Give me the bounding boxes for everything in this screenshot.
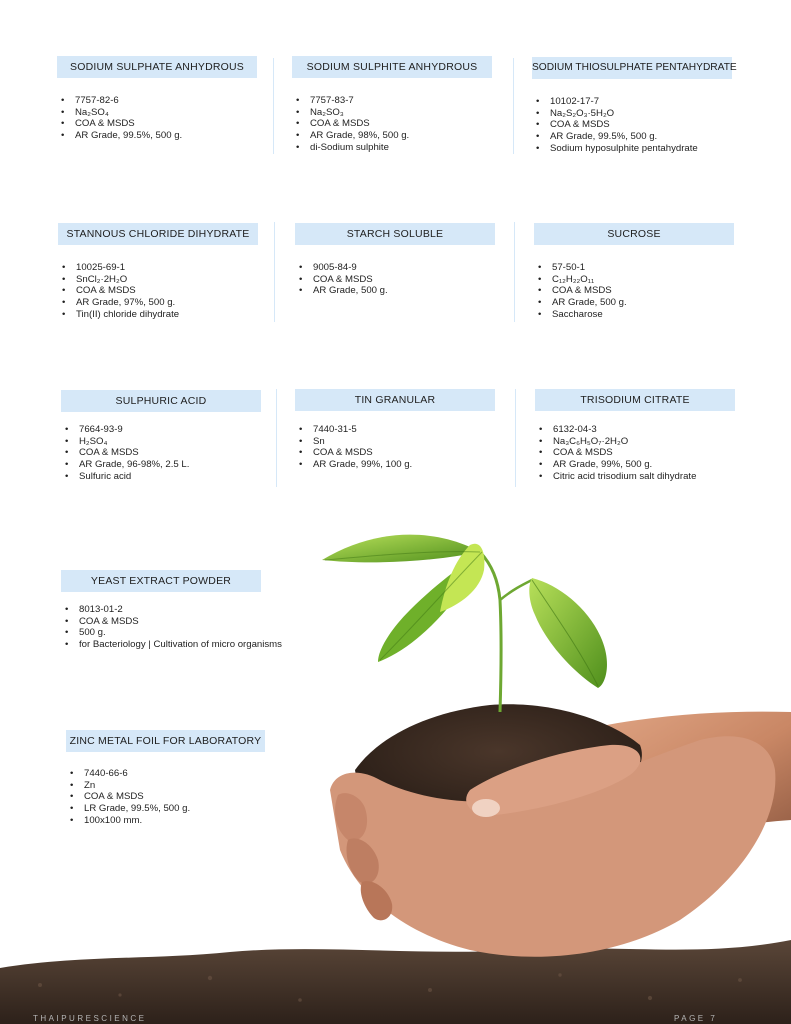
synonym: • Sodium hyposulphite pentahydrate xyxy=(550,143,732,155)
product-details xyxy=(295,424,495,471)
documents: • COA & MSDS xyxy=(313,274,495,286)
product-details xyxy=(61,604,282,651)
product-details xyxy=(535,424,735,483)
synonym: • Sulfuric acid xyxy=(79,471,261,483)
product-card-zinc-metal-foil xyxy=(66,730,265,827)
synonym: • Saccharose xyxy=(552,309,734,321)
documents: • COA & MSDS xyxy=(75,118,257,130)
column-divider xyxy=(274,222,275,322)
product-card-sulphuric-acid xyxy=(61,390,261,483)
footer-page-number: PAGE 7 xyxy=(674,1014,718,1023)
product-title: SODIUM SULPHITE ANHYDROUS xyxy=(292,56,492,78)
cas-number: • 7757-82-6 xyxy=(75,95,257,107)
grade: • AR Grade, 98%, 500 g. xyxy=(310,130,492,142)
documents: • COA & MSDS xyxy=(553,447,735,459)
grade: • AR Grade, 99.5%, 500 g. xyxy=(550,131,732,143)
product-title: SODIUM THIOSULPHATE PENTAHYDRATE xyxy=(532,57,732,79)
column-divider xyxy=(514,222,515,322)
product-card-trisodium-citrate xyxy=(535,389,735,483)
pack-size: • 500 g. xyxy=(79,627,261,639)
documents: • COA & MSDS xyxy=(84,791,265,803)
cas-number: • 10025-69-1 xyxy=(76,262,258,274)
product-title: SUCROSE xyxy=(534,223,734,245)
documents: • COA & MSDS xyxy=(313,447,495,459)
grade: • AR Grade, 500 g. xyxy=(552,297,734,309)
product-title: SULPHURIC ACID xyxy=(61,390,261,412)
cas-number: • 57-50-1 xyxy=(552,262,734,274)
cas-number: • 7664-93-9 xyxy=(79,424,261,436)
cas-number: • 6132-04-3 xyxy=(553,424,735,436)
product-title: ZINC METAL FOIL FOR LABORATORY xyxy=(66,730,265,752)
documents: • COA & MSDS xyxy=(552,285,734,297)
cas-number: • 8013-01-2 xyxy=(79,604,261,616)
grade: • AR Grade, 99%, 500 g. xyxy=(553,459,735,471)
cas-number: • 7440-66-6 xyxy=(84,768,265,780)
product-card-starch-soluble xyxy=(295,223,495,297)
grade: • AR Grade, 96-98%, 2.5 L. xyxy=(79,459,261,471)
product-card-sodium-sulphite-anhydrous xyxy=(292,56,492,154)
product-title: STANNOUS CHLORIDE DIHYDRATE xyxy=(58,223,258,245)
formula: • Na₂SO₄ xyxy=(75,107,257,119)
product-details xyxy=(295,262,495,297)
formula: • Na₂SO₃ xyxy=(310,107,492,119)
column-divider xyxy=(273,58,274,154)
product-details xyxy=(58,262,258,321)
formula: • Zn xyxy=(84,780,265,792)
product-card-tin-granular xyxy=(295,389,495,471)
product-details xyxy=(61,424,261,483)
formula: • C₁₂H₂₂O₁₁ xyxy=(552,274,734,286)
product-card-stannous-chloride-dihydrate xyxy=(58,223,258,321)
product-title: TIN GRANULAR xyxy=(295,389,495,411)
synonym: • Tin(II) chloride dihydrate xyxy=(76,309,258,321)
grade: • AR Grade, 500 g. xyxy=(313,285,495,297)
formula: • Na₃C₆H₅O₇·2H₂O xyxy=(553,436,735,448)
product-details xyxy=(292,95,492,154)
formula: • Sn xyxy=(313,436,495,448)
documents: • COA & MSDS xyxy=(76,285,258,297)
product-card-sodium-sulphate-anhydrous xyxy=(57,56,257,142)
cas-number: • 10102-17-7 xyxy=(550,96,732,108)
product-title: STARCH SOLUBLE xyxy=(295,223,495,245)
dimensions: • 100x100 mm. xyxy=(84,815,265,827)
formula: • SnCl₂·2H₂O xyxy=(76,274,258,286)
grade: • AR Grade, 97%, 500 g. xyxy=(76,297,258,309)
product-title: YEAST EXTRACT POWDER xyxy=(61,570,261,592)
product-title: TRISODIUM CITRATE xyxy=(535,389,735,411)
footer-brand: THAIPURESCIENCE xyxy=(33,1014,147,1023)
grade: • AR Grade, 99%, 100 g. xyxy=(313,459,495,471)
application: • for Bacteriology | Cultivation of micro organisms xyxy=(79,639,261,651)
product-title: SODIUM SULPHATE ANHYDROUS xyxy=(57,56,257,78)
cas-number: • 7440-31-5 xyxy=(313,424,495,436)
product-card-yeast-extract-powder xyxy=(61,570,282,651)
grade: • AR Grade, 99.5%, 500 g. xyxy=(75,130,257,142)
synonym: • di-Sodium sulphite xyxy=(310,142,492,154)
product-card-sodium-thiosulphate-pentahydrate xyxy=(532,57,737,155)
documents: • COA & MSDS xyxy=(79,447,261,459)
product-details xyxy=(532,96,732,155)
documents: • COA & MSDS xyxy=(310,118,492,130)
cas-number: • 7757-83-7 xyxy=(310,95,492,107)
synonym: • Citric acid trisodium salt dihydrate xyxy=(553,471,735,483)
documents: • COA & MSDS xyxy=(550,119,732,131)
column-divider xyxy=(515,389,516,487)
column-divider xyxy=(513,58,514,154)
documents: • COA & MSDS xyxy=(79,616,261,628)
grade: • LR Grade, 99.5%, 500 g. xyxy=(84,803,265,815)
product-details xyxy=(534,262,734,321)
formula: • H₂SO₄ xyxy=(79,436,261,448)
product-details xyxy=(66,768,265,827)
cas-number: • 9005-84-9 xyxy=(313,262,495,274)
product-card-sucrose xyxy=(534,223,734,321)
formula: • Na₂S₂O₃·5H₂O xyxy=(550,108,732,120)
column-divider xyxy=(276,389,277,487)
product-details xyxy=(57,95,257,142)
